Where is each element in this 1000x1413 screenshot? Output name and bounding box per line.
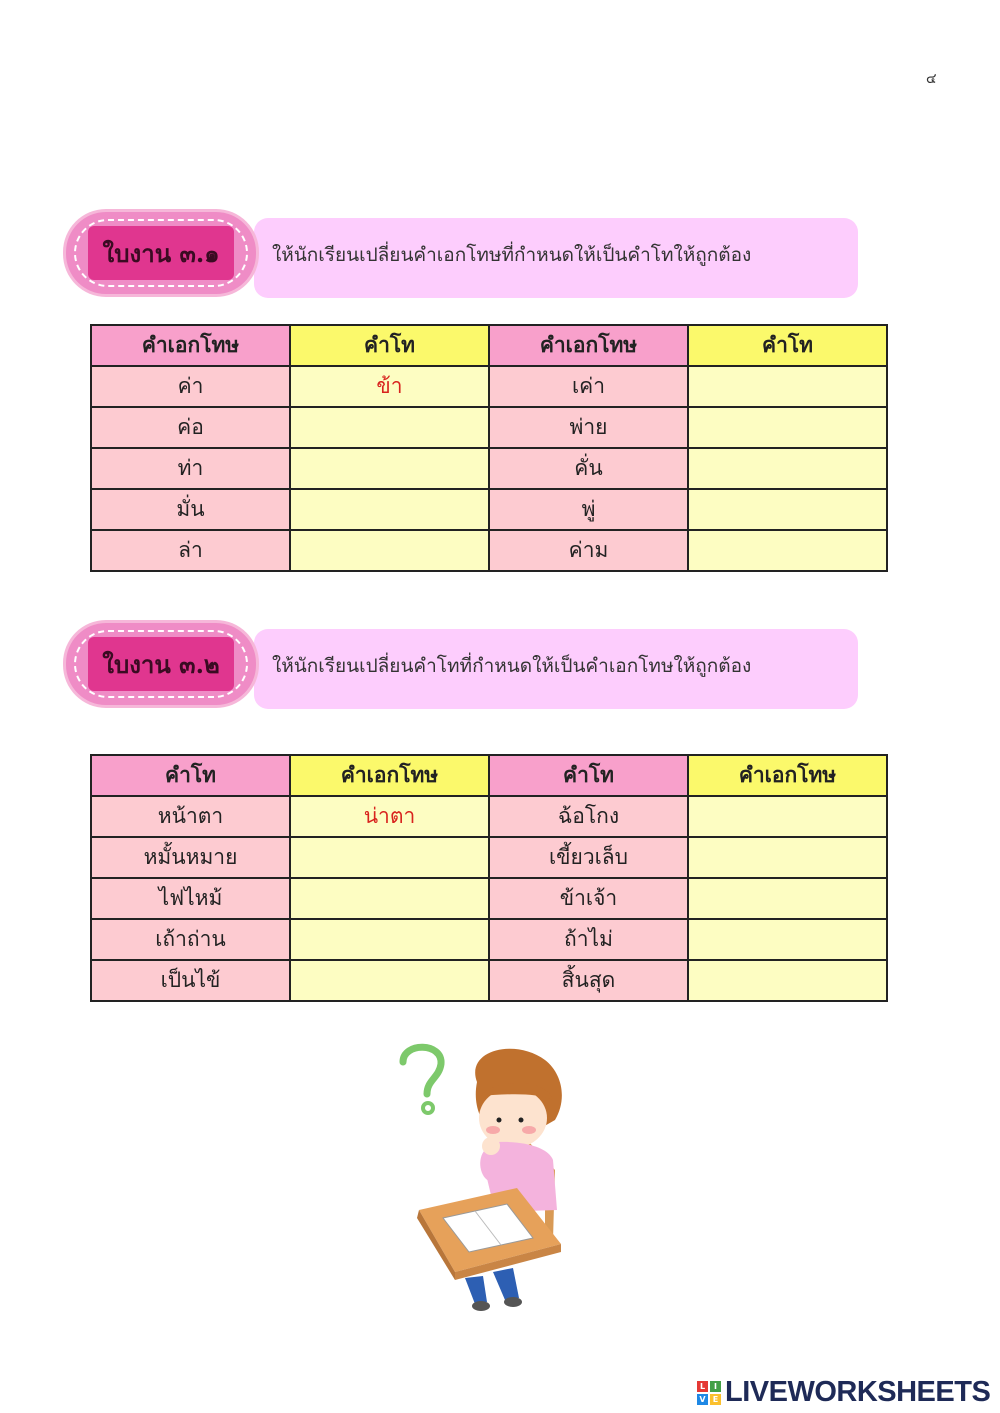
- answer-field[interactable]: [290, 407, 489, 448]
- thinking-student-illustration: [395, 1040, 575, 1315]
- table-row: [91, 919, 887, 960]
- given-word: พ่าย: [489, 407, 688, 448]
- page-number: ๔: [926, 71, 937, 87]
- table-row: [91, 796, 887, 837]
- given-word: ถ้าไม่: [489, 919, 688, 960]
- answer-field[interactable]: [688, 796, 887, 837]
- answer-field[interactable]: [688, 919, 887, 960]
- worksheet2-table: [90, 754, 888, 1002]
- table-row: [91, 489, 887, 530]
- table-row: [91, 366, 887, 407]
- answer-field[interactable]: [688, 960, 887, 1001]
- answer-field[interactable]: [290, 489, 489, 530]
- given-word: หน้าตา: [91, 796, 290, 837]
- column-header: คำเอกโทษ: [290, 755, 489, 796]
- table-row: [91, 878, 887, 919]
- answer-field[interactable]: [290, 878, 489, 919]
- given-word: เป็นไข้: [91, 960, 290, 1001]
- column-header: คำโท: [290, 325, 489, 366]
- answer-field[interactable]: [290, 960, 489, 1001]
- answer-field[interactable]: [688, 837, 887, 878]
- answer-field[interactable]: ข้า: [290, 366, 489, 407]
- question-mark-icon: [403, 1047, 441, 1094]
- answer-field[interactable]: [688, 366, 887, 407]
- given-word: เขี้ยวเล็บ: [489, 837, 688, 878]
- worksheet1-header-row: [91, 325, 887, 366]
- given-word: ไฟไหม้: [91, 878, 290, 919]
- column-header: คำโท: [688, 325, 887, 366]
- worksheet1-instruction: ให้นักเรียนเปลี่ยนคำเอกโทษที่กำหนดให้เป็นคำโทให้ถูกต้อง: [272, 244, 752, 266]
- answer-field[interactable]: [290, 837, 489, 878]
- logo-letter: E: [710, 1394, 721, 1405]
- given-word: สิ้นสุด: [489, 960, 688, 1001]
- liveworksheets-logo: [697, 1376, 990, 1409]
- answer-field[interactable]: [688, 489, 887, 530]
- given-word: ค่อ: [91, 407, 290, 448]
- given-word: ค่าม: [489, 530, 688, 571]
- logo-letter: I: [710, 1381, 721, 1392]
- column-header: คำเอกโทษ: [489, 325, 688, 366]
- answer-field[interactable]: [688, 878, 887, 919]
- worksheet2-badge: ใบงาน ๓.๒: [88, 637, 234, 691]
- given-word: คั่น: [489, 448, 688, 489]
- worksheet1-table: [90, 324, 888, 572]
- table-row: [91, 407, 887, 448]
- answer-field[interactable]: [290, 448, 489, 489]
- given-word: พู่: [489, 489, 688, 530]
- answer-field[interactable]: น่าตา: [290, 796, 489, 837]
- given-word: หมั้นหมาย: [91, 837, 290, 878]
- logo-letter: V: [697, 1394, 708, 1405]
- given-word: มั่น: [91, 489, 290, 530]
- answer-field[interactable]: [688, 448, 887, 489]
- given-word: ล่า: [91, 530, 290, 571]
- answer-field[interactable]: [688, 407, 887, 448]
- table-row: [91, 837, 887, 878]
- liveworksheets-logo-mark: [697, 1381, 721, 1405]
- worksheet2-instruction: ให้นักเรียนเปลี่ยนคำโทที่กำหนดให้เป็นคำเอกโทษให้ถูกต้อง: [272, 655, 752, 677]
- worksheet2-header-row: [91, 755, 887, 796]
- given-word: ท่า: [91, 448, 290, 489]
- answer-field[interactable]: [688, 530, 887, 571]
- worksheet1-header: [66, 212, 861, 302]
- worksheet1-badge: ใบงาน ๓.๑: [88, 226, 234, 280]
- liveworksheets-logo-text: LIVEWORKSHEETS: [725, 1376, 991, 1408]
- table-row: [91, 448, 887, 489]
- column-header: คำเอกโทษ: [688, 755, 887, 796]
- answer-field[interactable]: [290, 919, 489, 960]
- column-header: คำโท: [489, 755, 688, 796]
- given-word: ค่า: [91, 366, 290, 407]
- column-header: คำโท: [91, 755, 290, 796]
- given-word: เค่า: [489, 366, 688, 407]
- given-word: เถ้าถ่าน: [91, 919, 290, 960]
- given-word: ฉ้อโกง: [489, 796, 688, 837]
- logo-letter: L: [697, 1381, 708, 1392]
- given-word: ข้าเจ้า: [489, 878, 688, 919]
- table-row: [91, 960, 887, 1001]
- answer-field[interactable]: [290, 530, 489, 571]
- worksheet2-header: [66, 623, 861, 713]
- table-row: [91, 530, 887, 571]
- column-header: คำเอกโทษ: [91, 325, 290, 366]
